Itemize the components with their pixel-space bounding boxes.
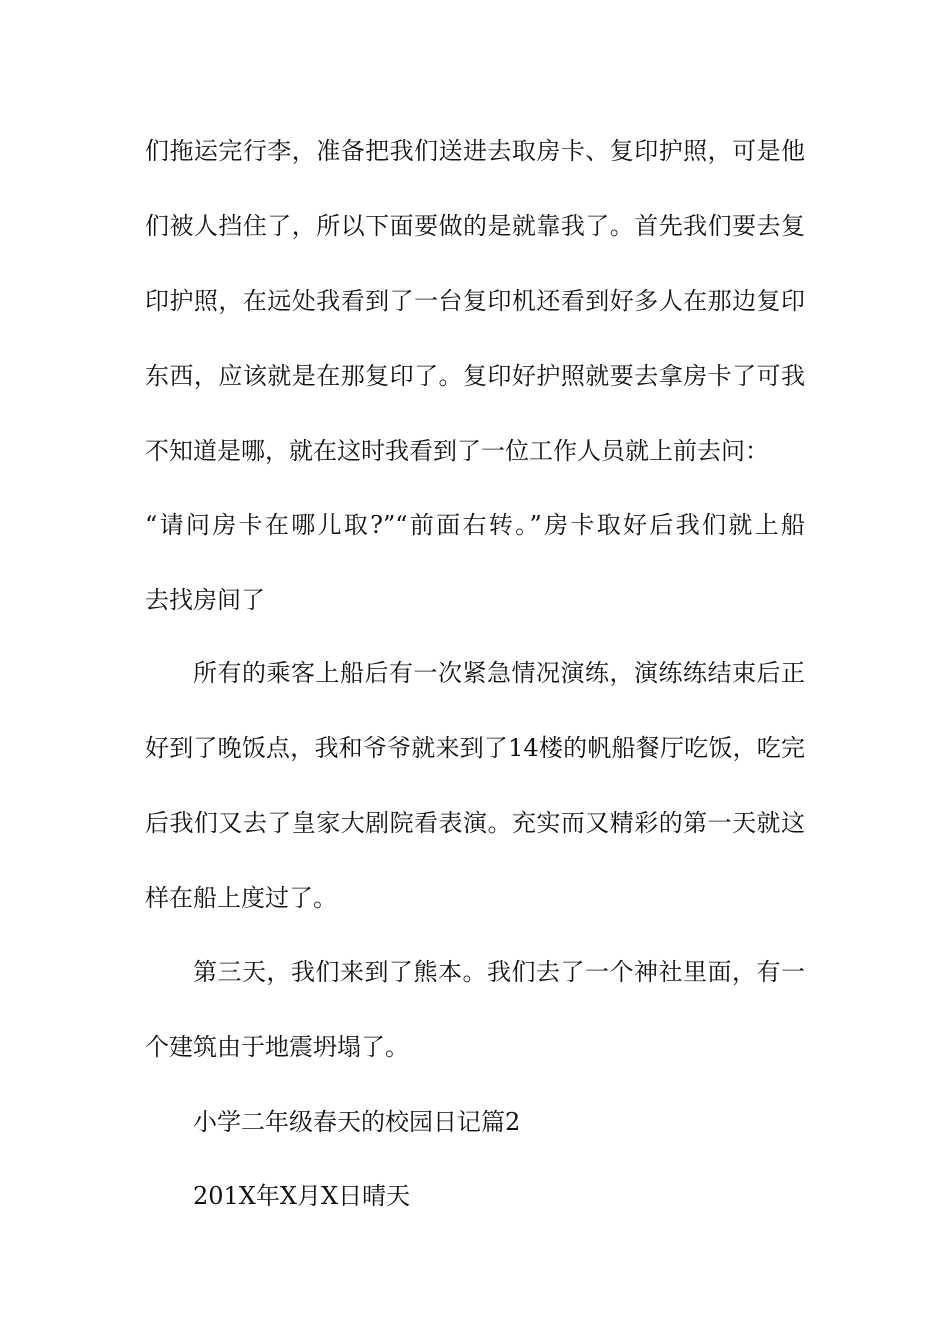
date-line: 201X年X月X日晴天: [193, 1182, 411, 1210]
paragraph-2-line-2: 好到了晚饭点，我和爷爷就来到了14楼的帆船餐厅吃饭，吃完: [145, 734, 805, 762]
paragraph-3-line-1: 第三天，我们来到了熊本。我们去了一个神社里面，有一: [193, 958, 805, 986]
paragraph-1-line-6: “请问房卡在哪儿取?”“前面右转。”房卡取好后我们就上船: [145, 511, 805, 539]
paragraph-1-line-4: 东西，应该就是在那复印了。复印好护照就要去拿房卡了可我: [145, 362, 805, 390]
paragraph-1-line-3: 印护照，在远处我看到了一台复印机还看到好多人在那边复印: [145, 287, 805, 315]
paragraph-1-line-1: 们拖运完行李，准备把我们送进去取房卡、复印护照，可是他: [145, 137, 805, 165]
paragraph-1-line-2: 们被人挡住了，所以下面要做的是就靠我了。首先我们要去复: [145, 212, 805, 240]
paragraph-2-line-1: 所有的乘客上船后有一次紧急情况演练，演练练结束后正: [193, 659, 805, 687]
paragraph-1-line-7: 去找房间了: [145, 586, 265, 614]
paragraph-1-line-5: 不知道是哪，就在这时我看到了一位工作人员就上前去问：: [145, 437, 769, 465]
paragraph-2-line-4: 样在船上度过了。: [145, 884, 337, 912]
paragraph-3-line-2: 个建筑由于地震坍塌了。: [145, 1033, 409, 1061]
section-title: 小学二年级春天的校园日记篇2: [193, 1108, 521, 1136]
paragraph-2-line-3: 后我们又去了皇家大剧院看表演。充实而又精彩的第一天就这: [145, 809, 805, 837]
